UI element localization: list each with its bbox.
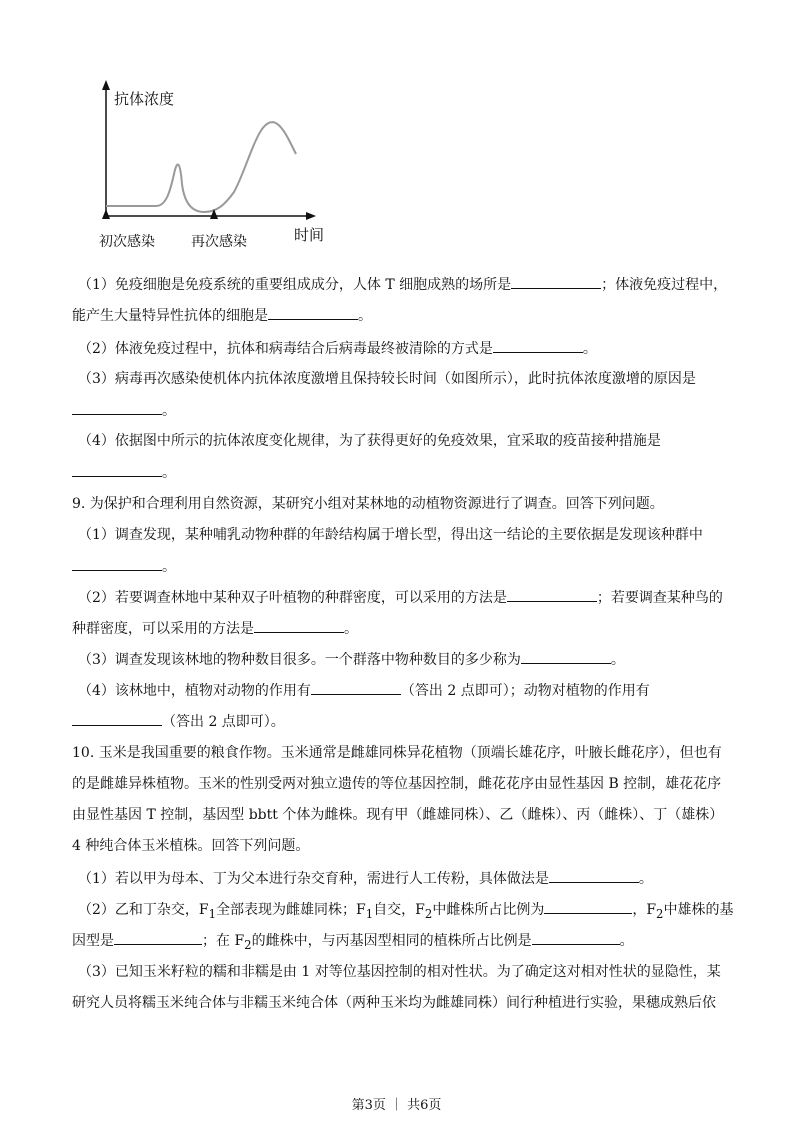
q8-part2 (78, 338, 597, 359)
q9-part2-line1 (78, 587, 723, 608)
text: （4）依据图中所示的抗体浓度变化规律，为了获得更好的免疫效果，宜采取的疫苗接种措施是 (78, 433, 661, 449)
q10-part2-line1 (78, 899, 733, 924)
text: 的是雌雄异株植物。玉米的性别受两对独立遗传的等位基因控制，雌花花序由显性基因 B 控制，雄花花序 (72, 776, 722, 792)
text: 研究人员将糯玉米纯合体与非糯玉米纯合体（两种玉米均为雌雄同株）间行种植进行实验，果穗成熟后依 (72, 995, 716, 1011)
answer-blank[interactable] (311, 680, 401, 695)
q8-part4-line2 (72, 462, 176, 483)
text: 中雄株的基 (663, 902, 734, 918)
answer-blank[interactable] (549, 868, 639, 883)
text: （2）乙和丁杂交，F (78, 902, 209, 918)
text: （1）调查发现，某种哺乳动物种群的年龄结构属于增长型，得出这一结论的主要依据是发现该种群中 (78, 527, 703, 543)
answer-blank[interactable] (114, 930, 202, 945)
q9-part4-line1 (78, 680, 650, 701)
second-infection-label: 再次感染 (191, 234, 247, 250)
text: （答出 2 点即可）；动物对植物的作用有 (400, 683, 650, 699)
q8-part4-line1 (78, 431, 661, 451)
q10-part1 (78, 868, 653, 889)
y-axis-label: 抗体浓度 (114, 90, 175, 108)
answer-blank[interactable] (72, 556, 162, 571)
text: 。 (619, 933, 634, 949)
q8-part1-line1 (78, 274, 727, 295)
q9-part1-line2 (72, 556, 176, 577)
text: 。 (162, 403, 176, 419)
text: 因型是 (72, 933, 114, 949)
q9-part3 (78, 649, 625, 670)
subscript: 2 (656, 906, 664, 921)
x-axis-label: 时间 (294, 226, 325, 244)
q9-stem (72, 494, 664, 514)
text: 9. 为保护和合理利用自然资源，某研究小组对某林地的动植物资源进行了调查。回答下列问题。 (72, 496, 664, 512)
text: （3）病毒再次感染使机体内抗体浓度激增且保持较长时间（如图所示），此时抗体浓度激增的原因是 (78, 371, 696, 387)
text: （4）该林地中，植物对动物的作用有 (78, 683, 311, 699)
text: 中雌株所占比例为 (432, 902, 545, 918)
text: （1）若以甲为母本、丁为父本进行杂交育种，需进行人工传粉，具体做法是 (78, 871, 549, 887)
q10-part3-line2 (72, 993, 716, 1013)
text: 。 (582, 341, 597, 357)
text: （答出 2 点即可）。 (162, 714, 285, 730)
text: 自交，F (373, 902, 425, 918)
y-axis-arrow (102, 80, 110, 90)
text: （1）免疫细胞是免疫系统的重要组成成分，人体 T 细胞成熟的场所是 (78, 277, 512, 293)
text: （2）体液免疫过程中，抗体和病毒结合后病毒最终被清除的方式是 (78, 341, 493, 357)
q10-stem-line4 (72, 836, 309, 856)
antibody-figure (94, 74, 334, 254)
text: 。 (358, 308, 372, 324)
first-infection-marker (102, 209, 110, 219)
text: （3）已知玉米籽粒的糯和非糯是由 1 对等位基因控制的相对性状。为了确定这对相对性状的显隐性，某 (78, 964, 721, 980)
answer-blank[interactable] (521, 649, 611, 664)
text: 。 (344, 621, 358, 637)
q10-part2-line2 (72, 930, 634, 955)
text: 4 种纯合体玉米植株。回答下列问题。 (72, 838, 310, 854)
q10-stem-line2 (72, 774, 721, 794)
answer-blank[interactable] (493, 338, 583, 353)
q9-part4-line2 (72, 711, 285, 732)
answer-blank[interactable] (532, 930, 620, 945)
q10-stem-line3 (72, 805, 723, 825)
q8-part1-line2 (72, 305, 372, 326)
text: 种群密度，可以采用的方法是 (72, 621, 254, 637)
text: 。 (638, 871, 653, 887)
answer-blank[interactable] (72, 711, 162, 726)
antibody-concentration-curve (106, 122, 296, 212)
first-infection-label: 初次感染 (99, 234, 155, 250)
page-footer: 第3页 ｜ 共6页 (351, 1098, 442, 1113)
subscript: 2 (244, 937, 252, 952)
q10-stem-line1 (72, 743, 722, 763)
answer-blank[interactable] (544, 899, 632, 914)
text: ，F (632, 902, 657, 918)
text: 。 (162, 465, 176, 481)
q9-part1-line1 (78, 525, 703, 545)
text: ；若要调查某种鸟的 (596, 590, 723, 606)
text: 。 (162, 559, 176, 575)
x-axis-arrow (306, 212, 316, 220)
q8-part3-line1 (78, 369, 696, 389)
subscript: 2 (424, 906, 433, 921)
text: （2）若要调查林地中某种双子叶植物的种群密度，可以采用的方法是 (78, 590, 507, 606)
text: 。 (610, 652, 625, 668)
text: 全部表现为雌雄同株；F (216, 902, 366, 918)
subscript: 1 (365, 906, 374, 921)
answer-blank[interactable] (254, 618, 344, 633)
q10-part3-line1 (78, 962, 721, 982)
text: ；在 F (202, 933, 245, 949)
text: 的雌株中，与丙基因型相同的植株所占比例是 (251, 933, 532, 949)
q8-part3-line2 (72, 400, 176, 421)
q9-part2-line2 (72, 618, 358, 639)
answer-blank[interactable] (511, 274, 601, 289)
text: 由显性基因 T 控制，基因型 bbtt 个体为雌株。现有甲（雌雄同株）、乙（雌株）、丙（雌株）、丁（雄株） (72, 807, 724, 823)
answer-blank[interactable] (72, 400, 162, 415)
text: （3）调查发现该林地的物种数目很多。一个群落中物种数目的多少称为 (78, 652, 521, 668)
text: 10. 玉米是我国重要的粮食作物。玉米通常是雌雄同株异花植物（顶端长雄花序，叶腋长雌花序），但也有 (72, 745, 722, 761)
answer-blank[interactable] (268, 305, 358, 320)
answer-blank[interactable] (507, 587, 597, 602)
text: ；体液免疫过程中， (601, 277, 728, 293)
subscript: 1 (208, 906, 217, 921)
text: 能产生大量特异性抗体的细胞是 (72, 308, 268, 324)
answer-blank[interactable] (72, 462, 162, 477)
